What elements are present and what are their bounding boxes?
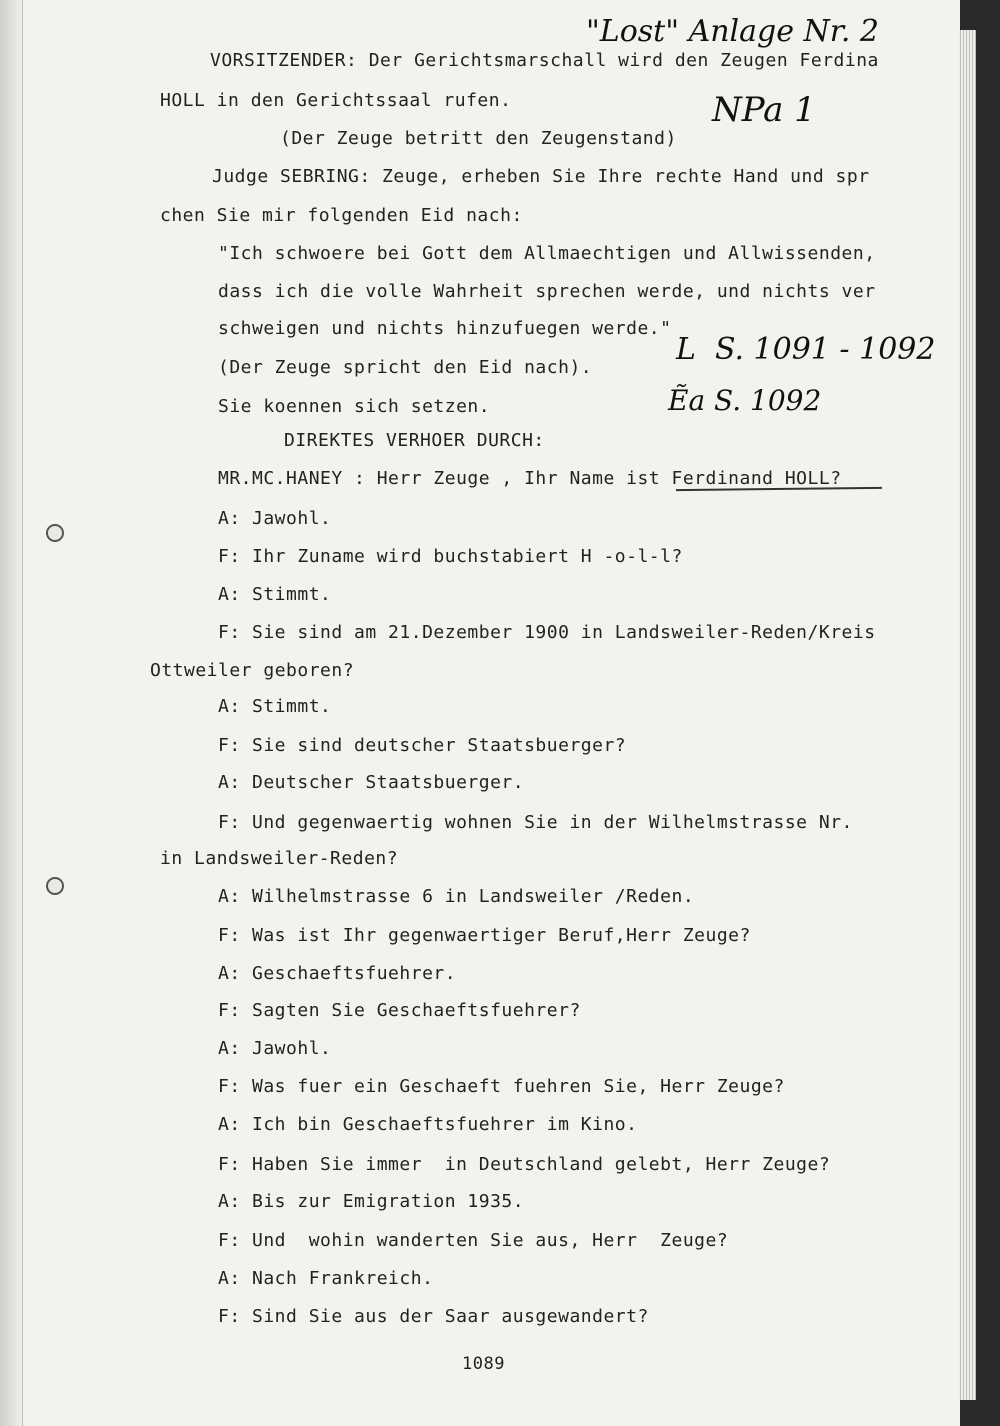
transcript-line: F: Und wohin wanderten Sie aus, Herr Zeuge? (218, 1230, 729, 1251)
punch-hole-bottom (46, 877, 64, 895)
transcript-line: A: Jawohl. (218, 508, 332, 529)
transcript-line: Ottweiler geboren? (150, 660, 355, 681)
transcript-line: VORSITZENDER: Der Gerichtsmarschall wird den Zeugen Ferdina (210, 50, 879, 71)
handwritten-reference-l: L S. 1091 - 1092 (676, 332, 936, 367)
page-stack-edge (958, 30, 976, 1400)
transcript-line: MR.MC.HANEY : Herr Zeuge , Ihr Name ist Ferdinand HOLL? (218, 468, 842, 489)
transcript-line: (Der Zeuge betritt den Zeugenstand) (280, 128, 677, 149)
transcript-line: "Ich schwoere bei Gott dem Allmaechtigen und Allwissenden, (218, 243, 876, 264)
transcript-line: F: Sie sind deutscher Staatsbuerger? (218, 735, 627, 756)
transcript-line: A: Ich bin Geschaeftsfuehrer im Kino. (218, 1114, 638, 1135)
transcript-line: schweigen und nichts hinzufuegen werde." (218, 318, 672, 339)
transcript-line: (Der Zeuge spricht den Eid nach). (218, 357, 593, 378)
handwritten-reference-ea: Ẽa S. 1092 (668, 384, 822, 417)
transcript-line: F: Sagten Sie Geschaeftsfuehrer? (218, 1000, 581, 1021)
transcript-line: A: Wilhelmstrasse 6 in Landsweiler /Reden. (218, 886, 695, 907)
transcript-line: Sie koennen sich setzen. (218, 396, 491, 417)
transcript-line: chen Sie mir folgenden Eid nach: (160, 205, 523, 226)
transcript-line: F: Was ist Ihr gegenwaertiger Beruf,Herr Zeuge? (218, 925, 751, 946)
transcript-line: F: Sind Sie aus der Saar ausgewandert? (218, 1306, 649, 1327)
transcript-line: A: Stimmt. (218, 696, 332, 717)
transcript-line: F: Was fuer ein Geschaeft fuehren Sie, Herr Zeuge? (218, 1076, 785, 1097)
transcript-line: A: Nach Frankreich. (218, 1268, 434, 1289)
transcript-line: dass ich die volle Wahrheit sprechen werde, und nichts ver (218, 281, 876, 302)
handwritten-annex-note: "Lost" Anlage Nr. 2 (586, 14, 879, 49)
transcript-line: DIREKTES VERHOER DURCH: (284, 430, 545, 451)
page-number: 1089 (462, 1354, 505, 1374)
transcript-line: A: Geschaeftsfuehrer. (218, 963, 457, 984)
transcript-line: A: Bis zur Emigration 1935. (218, 1191, 525, 1212)
transcript-line: Judge SEBRING: Zeuge, erheben Sie Ihre rechte Hand und spr (212, 166, 870, 187)
transcript-line: A: Deutscher Staatsbuerger. (218, 772, 525, 793)
transcript-line: A: Stimmt. (218, 584, 332, 605)
transcript-line: A: Jawohl. (218, 1038, 332, 1059)
transcript-line: F: Haben Sie immer in Deutschland gelebt, Herr Zeuge? (218, 1154, 831, 1175)
transcript-line: HOLL in den Gerichtssaal rufen. (160, 90, 512, 111)
transcript-line: F: Sie sind am 21.Dezember 1900 in Landsweiler-Reden/Kreis (218, 622, 876, 643)
transcript-line: F: Ihr Zuname wird buchstabiert H -o-l-l? (218, 546, 683, 567)
transcript-line: in Landsweiler-Reden? (160, 848, 399, 869)
transcript-line: F: Und gegenwaertig wohnen Sie in der Wilhelmstrasse Nr. (218, 812, 853, 833)
handwritten-npa: NPa 1 (712, 90, 816, 130)
punch-hole-top (46, 524, 64, 542)
binder-edge (0, 0, 23, 1426)
